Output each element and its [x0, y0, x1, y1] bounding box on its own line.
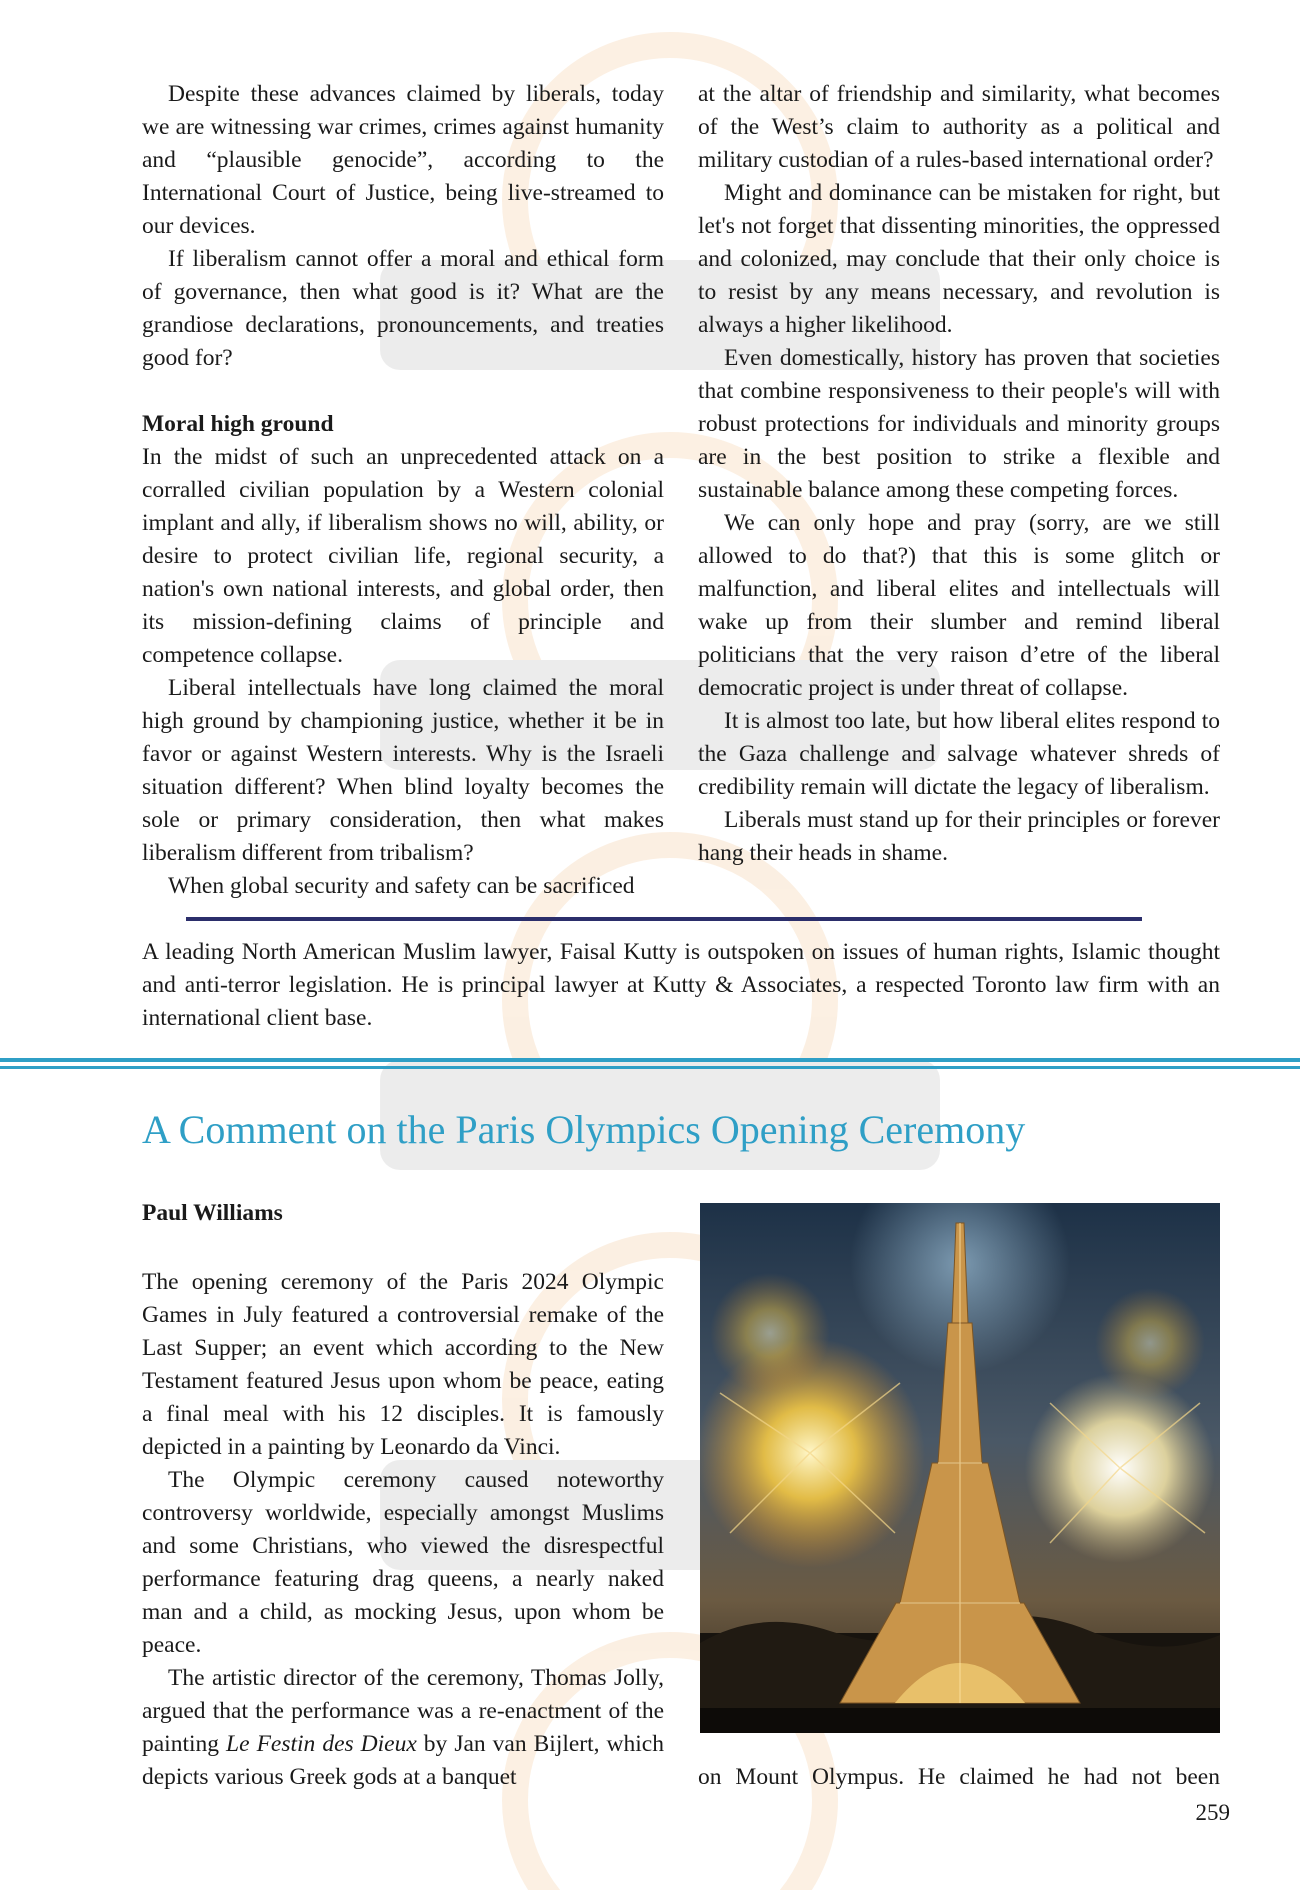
article-title: A Comment on the Paris Olympics Opening Ceremony: [142, 1107, 1026, 1152]
paragraph: Even domestically, history has proven that societies that combine responsiveness to their people's will with robust protections for individuals and minority groups are in the best position to strike a flexible and sustainable balance among these competing forces.: [698, 345, 1220, 503]
paragraph: It is almost too late, but how liberal elites respond to the Gaza challenge and salvage whatever shreds of credibility remain will dictate the legacy of liberalism.: [698, 708, 1220, 800]
author-name: Paul Williams: [142, 1200, 283, 1226]
author-bio: A leading North American Muslim lawyer, Faisal Kutty is outspoken on issues of human rights, Islamic thought and anti-terror legislation. He is principal lawyer at Kutty & Associates, a respected Toronto law firm with an international client base.: [142, 939, 1220, 1031]
article2-column-left: [142, 1266, 664, 1794]
painting-title: Le Festin des Dieux: [226, 1731, 417, 1757]
paragraph: The opening ceremony of the Paris 2024 Olympic Games in July featured a controversial remake of the Last Supper; an event which according to the New Testament featured Jesus upon whom be peace, eating a final meal with his 12 disciples. It is famously depicted in a painting by Leonardo da Vinci.: [142, 1269, 664, 1460]
paragraph: Liberal intellectuals have long claimed the moral high ground by championing justice, whether it be in favor or against Western interests. Why is the Israeli situation different? When blind loyalty becomes the sole or primary consideration, then what makes liberalism different from tribalism?: [142, 675, 664, 866]
paragraph: at the altar of friendship and similarity, what becomes of the West’s claim to authority as a political and military custodian of a rules-based international order?: [698, 81, 1220, 173]
article1-column-right: [698, 78, 1220, 870]
paragraph: Might and dominance can be mistaken for right, but let's not forget that dissenting minorities, the oppressed and colonized, may conclude that their only choice is to resist by any means necessary, and revolution is always a higher likelihood.: [698, 180, 1220, 338]
paragraph: Despite these advances claimed by liberals, today we are witnessing war crimes, crimes against humanity and “plausible genocide”, according to the International Court of Justice, being live-streamed to our devices.: [142, 81, 664, 239]
paragraph: When global security and safety can be sacrificed: [168, 873, 635, 899]
paragraph: The Olympic ceremony caused noteworthy controversy worldwide, especially amongst Muslims and some Christians, who viewed the disrespectful performance featuring drag queens, a nearly naked man and a child, as mocking Jesus, upon whom be peace.: [142, 1467, 664, 1658]
paragraph: In the midst of such an unprecedented attack on a corralled civilian population by a Western colonial implant and ally, if liberalism shows no will, ability, or desire to protect civilian life, regional security, a nation's own national interests, and global order, then its mission-defining claims of principle and competence collapse.: [142, 444, 664, 668]
section-divider-blue: [0, 1058, 1300, 1062]
paragraph: The artistic director of the ceremony, Thomas Jolly, argued that the performance was a re-enactment of the painting Le Festin des Dieux by Jan van Bijlert, which depicts various Greek gods at a banquet: [142, 1665, 664, 1790]
bio-divider: [186, 917, 1142, 921]
article1-column-left: [142, 78, 664, 903]
paragraph: Liberals must stand up for their principles or forever hang their heads in shame.: [698, 807, 1220, 866]
section-heading: Moral high ground: [142, 411, 334, 437]
eiffel-tower-fireworks-photo: [700, 1203, 1220, 1733]
section-divider-blue-thin: [0, 1066, 1300, 1069]
paragraph: If liberalism cannot offer a moral and ethical form of governance, then what good is it? What are the grandiose declarations, pronouncements, and treaties good for?: [142, 246, 664, 371]
paragraph: We can only hope and pray (sorry, are we still allowed to do that?) that this is some glitch or malfunction, and liberal elites and intellectuals will wake up from their slumber and remind liberal politicians that the very raison d’etre of the liberal democratic project is under threat of collapse.: [698, 510, 1220, 701]
paragraph-continuation: on Mount Olympus. He claimed he had not been: [698, 1764, 1220, 1790]
page-number: 259: [1195, 1800, 1230, 1825]
